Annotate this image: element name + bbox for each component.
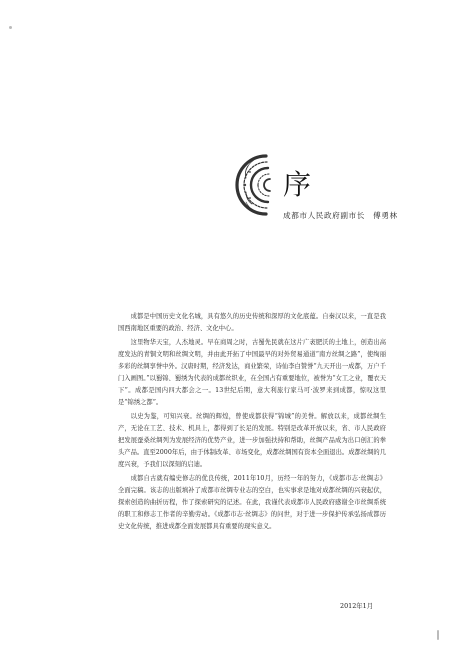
paragraph: 这里物华天宝，人杰地灵。早在商周之时，古蜀先民就在这片广袤肥沃的土地上，创造出高度发达的青铜文明和丝绸文明，并由此开拓了中国最早的对外贸易通道“南方丝绸之路”，使绚丽多彩的丝绸享誉中外。汉唐时期，经济发达，商业繁荣，诗仙李白赞誉“九天开出一成都，万户千门入画图。”以蜀锦、蜀绣为代表的成都丝织业，在全国占有重要地位，被誉为“女工之业，覆衣天下”。成都是国内四大都会之一。13世纪后期，意大利旅行家马可·波罗来到成都，惊叹这里是“锦绣之都”。 [118,338,386,407]
paragraph: 成都自古就有编史修志的优良传统，2011年10月，历经一年的努力，《成都市志·丝绸志》全面完稿。该志的出版填补了成都市丝绸专业志的空白，也实事求是地对成都丝绸的兴衰起伏，探索创造的曲折历程，作了探索研究的记述。在此，我谨代表成都市人民政府感谢全市丝绸系统的职工和修志工作者的辛勤劳动。《成都市志·丝绸志》的问世，对于进一步保护传承弘扬成都历史文化传统，推进成都全面发展都具有重要的现实意义。 [118,474,386,531]
swirl-cloud-emblem-icon [234,152,278,218]
page-title: 序 [283,168,312,201]
date-signature: 2012年1月 [340,602,374,610]
scan-speck [9,26,12,29]
scan-speck [437,630,439,640]
paragraph: 成都是中国历史文化名城，具有悠久的历史传统和深厚的文化底蕴。自秦汉以来，一直是我国西南地区重要的政治、经济、文化中心。 [118,313,386,333]
author-byline: 成都市人民政府副市长 傅勇林 [283,211,398,220]
paragraph: 以史为鉴，可知兴衰。丝绸的辉煌，曾使成都获得“锦城”的美誉。解放以来，成都丝绸生产，无论在工艺、技术、机具上，都得到了长足的发展。特别是改革开放以来，省、市人民政府把发展蚕桑丝绸列为发展经济的优势产业，进一步加强扶持和帮助，丝绸产品成为出口创汇的拳头产品。直至2000年后，由于体制改革、市场变化，成都丝绸国有资本全面退出。成都丝绸的几度兴衰，予我们以深刻的启迪。 [118,412,386,469]
preface-body [118,311,386,535]
